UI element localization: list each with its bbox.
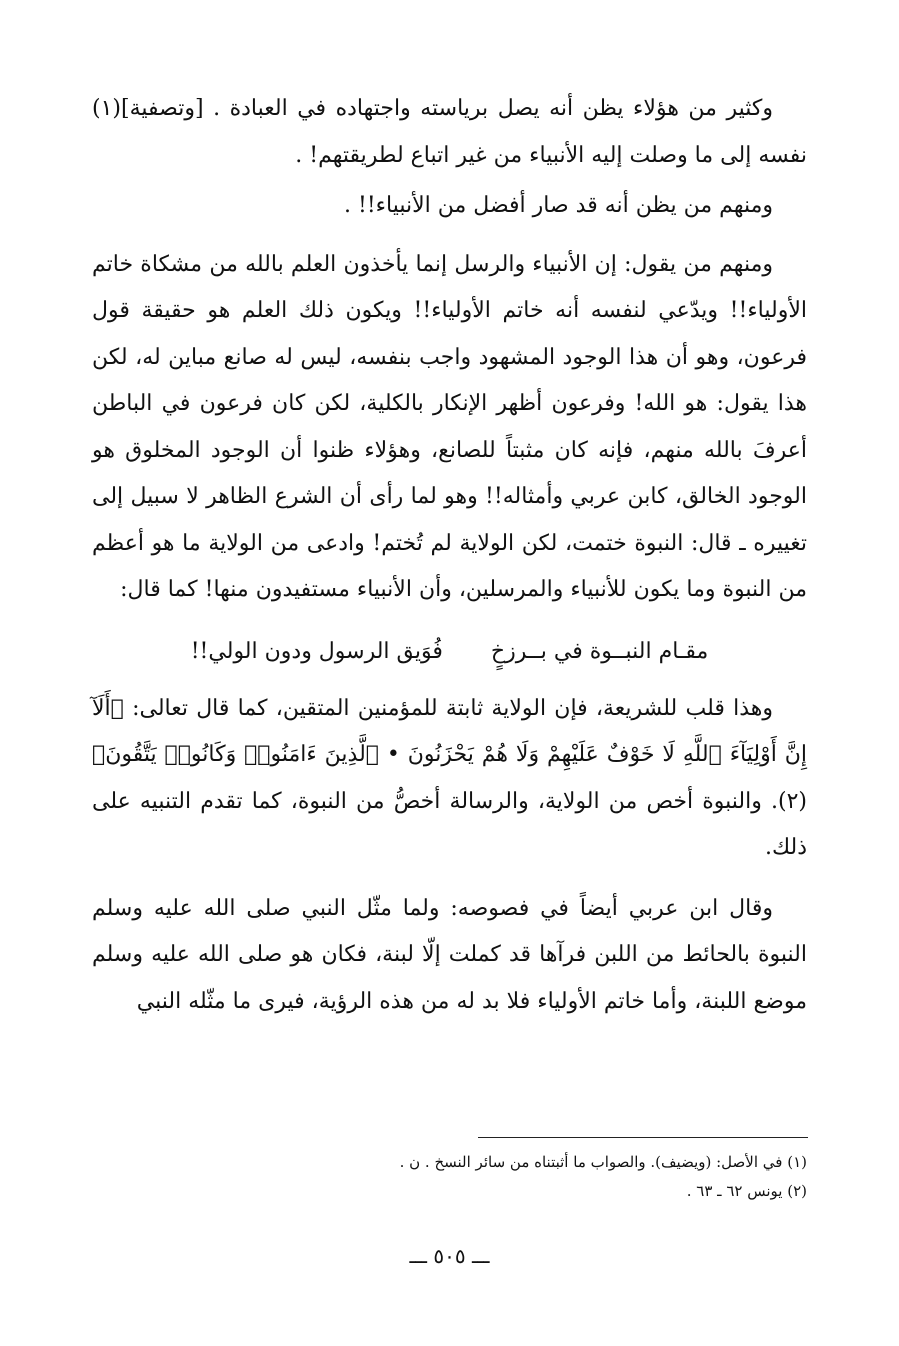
verse-first-hemistich: مقـام النبــوة في بــرزخٍ bbox=[490, 638, 709, 664]
page-number: ـــ ٥٠٥ ـــ bbox=[409, 1244, 490, 1268]
body-paragraph: وقال ابن عربي أيضاً في فصوصه: ولما مثّل النبي صلى الله عليه وسلم النبوة بالحائط من اللبن فرآها قد كملت إلّا لبنة، فكان هو صلى الله عليه وسلم موضع اللبنة، وأما خاتم الأولياء فلا بد له من هذه الرؤية، فيرى ما مثّله النبي bbox=[92, 895, 807, 1014]
footnote: (١) في الأصل: (ويضيف). والصواب ما أثبتناه من سائر النسخ . ن . bbox=[399, 1153, 807, 1171]
poetry-verse bbox=[92, 626, 807, 678]
body-paragraph: ومنهم من يظن أنه قد صار أفضل من الأنبياء!! . bbox=[344, 193, 773, 218]
footnote: (٢) يونس ٦٢ ـ ٦٣ . bbox=[686, 1182, 807, 1200]
footnote-separator bbox=[478, 1137, 808, 1138]
verse-second-hemistich: فُوَيق الرسول ودون الولي!! bbox=[190, 638, 443, 664]
footnotes bbox=[92, 1148, 807, 1206]
body-paragraph: ومنهم من يقول: إن الأنبياء والرسل إنما يأخذون العلم بالله من مشكاة خاتم الأولياء!! ويدّعي لنفسه أنه خاتم الأولياء!! ويكون ذلك العلم هو حقيقة قول فرعون، وهو أن هذا الوجود المشهود واجب بنفسه، ليس له صانع مباين له، لكن هذا يقول: هو الله! وفرعون أظهر الإنكار بالكلية، لكن كان فرعون في الباطن أعرفَ بالله منهم، فإنه كان مثبتاً للصانع، وهؤلاء ظنوا أن الوجود المخلوق هو الوجود الخالق، كابن عربي وأمثاله!! وهو لما رأى أن الشرع الظاهر لا سبيل إلى تغييره ـ قال: النبوة ختمت، لكن الولاية لم تُختم! وادعى من الولاية ما هو أعظم من النبوة وما يكون للأنبياء والمرسلين، وأن الأنبياء مستفيدون منها! كما قال: bbox=[92, 251, 807, 602]
body-paragraph: وكثير من هؤلاء يظن أنه يصل برياسته واجتهاده في العبادة . [وتصفية](١) نفسه إلى ما وصلت إليه الأنبياء من غير اتباع لطريقتهم! . bbox=[92, 96, 807, 168]
body-paragraph: وهذا قلب للشريعة، فإن الولاية ثابتة للمؤمنين المتقين، كما قال تعالى: ﴿أَلَآ إِنَّ أَوْلِيَآءَ ٱللَّهِ لَا خَوْفٌ عَلَيْهِمْ وَلَا هُمْ يَحْزَنُونَ • ٱلَّذِينَ ءَامَنُوا۟ وَكَانُوا۟ يَتَّقُونَ﴾(٢). والنبوة أخص من الولاية، والرسالة أخصُّ من النبوة، كما تقدم التنبيه على ذلك. bbox=[92, 695, 807, 860]
